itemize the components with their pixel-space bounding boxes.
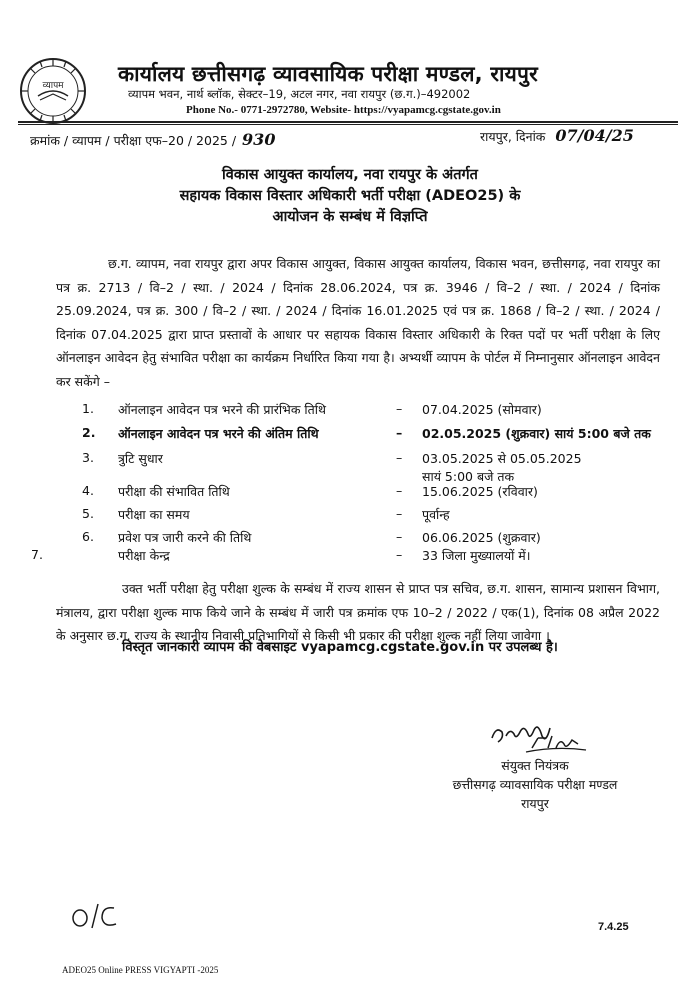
issue-date-handwritten: 07/04/25: [555, 126, 634, 145]
schedule-number: 2.: [82, 425, 96, 440]
schedule-dash: –: [396, 529, 403, 544]
schedule-value: पूर्वान्ह: [422, 507, 450, 522]
place-date-label: रायपुर, दिनांक: [480, 129, 546, 144]
schedule-label: परीक्षा का समय: [118, 507, 190, 522]
org-title: कार्यालय छत्तीसगढ़ व्यावसायिक परीक्षा मण्डल, रायपुर: [118, 62, 538, 86]
header-rule-thick: [18, 121, 678, 123]
footer-reference: ADEO25 Online PRESS VIGYAPTI -2025: [62, 965, 219, 975]
schedule-number: 5.: [82, 506, 94, 521]
body-paragraph-1: छ.ग. व्यापम, नवा रायपुर द्वारा अपर विकास आयुक्त, विकास आयुक्त कार्यालय, विकास भवन, छत्तीसगढ़, नवा रायपुर का पत्र क्र. 2713 / वि–2 / स्था. / 2024 / दिनांक 28.06.2024, पत्र क्र. 3946 / वि–2 / स्था. / 2024 / दिनांक 25.09.2024, पत्र क्र. 300 / वि–2 / स्था. / 2024 / दिनांक 16.01.2025 एवं पत्र क्र. 1868 / वि–2 / स्था. / 2024 / दिनांक 07.04.2025 द्वारा प्राप्त प्रस्तावों के आधार पर सहायक विकास विस्तार अधिकारी के रिक्त पदों पर भर्ती परीक्षा के लिए ऑनलाइन आवेदन हेतु संभावित परीक्षा का कार्यक्रम निर्धारित किया गया है। अभ्यर्थी व्यापम के पोर्टल में निम्नानुसार ऑनलाइन आवेदन कर सकेंगे –: [56, 256, 660, 389]
schedule-value-line-2: सायं 5:00 बजे तक: [422, 469, 515, 484]
schedule-dash: –: [396, 401, 403, 416]
reference-number: [30, 130, 275, 149]
signature-block: [420, 756, 650, 813]
subject-heading: [90, 165, 610, 228]
schedule-label: प्रवेश पत्र जारी करने की तिथि: [118, 530, 252, 545]
schedule-value: 02.05.2025 (शुक्रवार) सायं 5:00 बजे तक: [422, 426, 651, 441]
reference-prefix: क्रमांक / व्यापम / परीक्षा एफ–20 / 2025 /: [30, 133, 237, 148]
schedule-number: 1.: [82, 401, 94, 416]
schedule-number: 4.: [82, 483, 94, 498]
schedule-label: ऑनलाइन आवेदन पत्र भरने की प्रारंभिक तिथि: [118, 402, 327, 417]
schedule-value: [422, 450, 676, 486]
schedule-number: 3.: [82, 450, 94, 465]
schedule-value: 07.04.2025 (सोमवार): [422, 402, 542, 417]
schedule-dash: –: [396, 450, 403, 465]
signatory-office: छत्तीसगढ़ व्यावसायिक परीक्षा मण्डल: [452, 777, 618, 792]
org-contact: Phone No.- 0771-2972780, Website- https://vyapamcg.cgstate.gov.in: [186, 104, 501, 116]
schedule-dash: –: [396, 483, 403, 498]
header-rule-thin: [18, 124, 678, 125]
body-paragraph-2: उक्त भर्ती परीक्षा हेतु परीक्षा शुल्क के सम्बंध में राज्य शासन से प्राप्त पत्र सचिव, छ.ग. शासन, सामान्य प्रशासन विभाग, मंत्रालय, द्वारा परीक्षा शुल्क माफ किये जाने के सम्बंध में जारी पत्र क्रमांक एफ 10–2 / 2022 / एक(1), दिनांक 08 अप्रैल 2022 के अनुसार छ.ग. राज्य के स्थानीय निवासी प्रतिभागियों से किसी भी प्रकार की परीक्षा शुल्क नहीं लिया जावेगा ।: [56, 581, 660, 643]
signatory-city: रायपुर: [521, 796, 549, 811]
org-address: व्यापम भवन, नार्थ ब्लॉक, सेक्टर–19, अटल नगर, नवा रायपुर (छ.ग.)–492002: [128, 87, 471, 101]
signatory-designation: संयुक्त नियंत्रक: [501, 758, 569, 773]
schedule-label: ऑनलाइन आवेदन पत्र भरने की अंतिम तिथि: [118, 426, 319, 441]
schedule-number: 6.: [82, 529, 94, 544]
bottom-date: 7.4.25: [598, 921, 629, 933]
issue-date: [480, 126, 634, 145]
oc-handwritten-mark: [70, 900, 120, 930]
schedule-value: 06.06.2025 (शुक्रवार): [422, 530, 541, 545]
schedule-value-line-1: 03.05.2025 से 05.05.2025: [422, 451, 582, 466]
schedule-label: त्रुटि सुधार: [118, 451, 163, 466]
schedule-label: परीक्षा केन्द्र: [118, 548, 170, 563]
subject-line-1: विकास आयुक्त कार्यालय, नवा रायपुर के अंतर्गत: [222, 167, 478, 183]
subject-line-2: सहायक विकास विस्तार अधिकारी भर्ती परीक्षा (ADEO25) के: [179, 188, 521, 204]
handwritten-signature: [486, 708, 596, 758]
subject-line-3: आयोजन के सम्बंध में विज्ञप्ति: [272, 209, 428, 225]
schedule-dash: –: [396, 547, 403, 562]
logo-text: व्यापम: [42, 81, 64, 91]
schedule-dash: –: [396, 506, 403, 521]
schedule-value: 33 जिला मुख्यालयों में।: [422, 548, 531, 563]
reference-number-handwritten: 930: [242, 130, 276, 149]
schedule-value: 15.06.2025 (रविवार): [422, 484, 538, 499]
schedule-label: परीक्षा की संभावित तिथि: [118, 484, 230, 499]
schedule-dash: –: [396, 425, 403, 440]
schedule-number: 7.: [31, 547, 43, 562]
website-note: विस्तृत जानकारी व्यापम की वेबसाइट vyapamcg.cgstate.gov.in पर उपलब्ध है।: [122, 640, 558, 655]
vyapam-logo: [18, 56, 88, 126]
